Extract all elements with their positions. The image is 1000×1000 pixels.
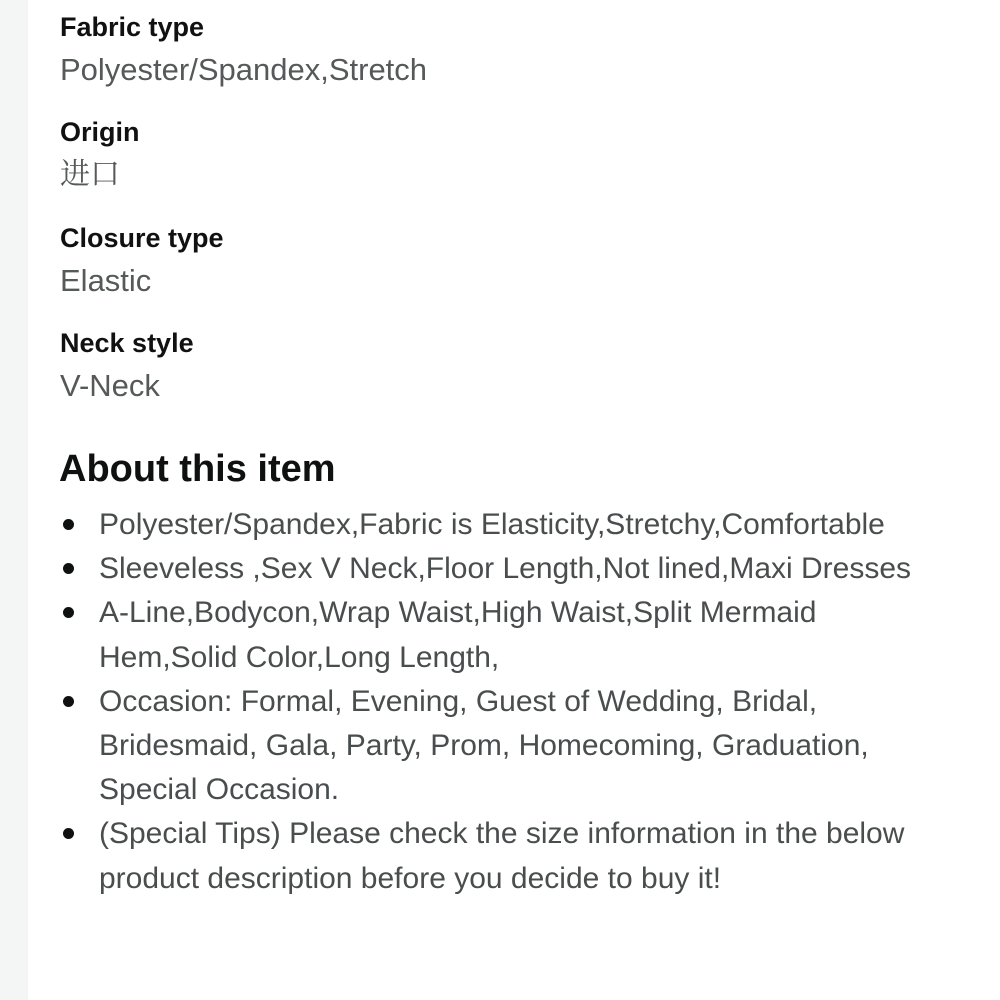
list-item bbox=[60, 547, 960, 591]
bullet-text: Polyester/Spandex,Fabric is Elasticity,Stretchy,Comfortable bbox=[99, 508, 885, 541]
bullet-icon bbox=[63, 563, 74, 574]
attribute-label: Neck style bbox=[60, 328, 194, 358]
attribute-label: Origin bbox=[60, 117, 140, 147]
attribute-label: Fabric type bbox=[60, 12, 205, 42]
list-item bbox=[60, 680, 960, 813]
attribute-neck-style bbox=[60, 327, 194, 406]
attribute-value: Elastic bbox=[60, 263, 152, 298]
about-this-item-heading: About this item bbox=[59, 448, 336, 490]
bullet-icon bbox=[63, 696, 74, 707]
attribute-value: V-Neck bbox=[60, 368, 160, 403]
about-bullet-list bbox=[60, 503, 960, 901]
bullet-icon bbox=[63, 607, 74, 618]
attribute-label: Closure type bbox=[60, 223, 224, 253]
list-item bbox=[60, 503, 960, 547]
product-details-panel bbox=[28, 0, 1000, 1000]
bullet-text: Occasion: Formal, Evening, Guest of Wedding, Bridal, Bridesmaid, Gala, Party, Prom, Homecoming, Graduation, Special Occasion. bbox=[99, 684, 869, 807]
list-item bbox=[60, 591, 960, 679]
bullet-text: A-Line,Bodycon,Wrap Waist,High Waist,Split Mermaid Hem,Solid Color,Long Length, bbox=[99, 596, 817, 674]
bullet-text: Sleeveless ,Sex V Neck,Floor Length,Not lined,Maxi Dresses bbox=[99, 552, 912, 586]
attribute-value: 进口 bbox=[60, 157, 120, 192]
bullet-icon bbox=[63, 828, 74, 839]
attribute-closure-type bbox=[60, 222, 224, 301]
attribute-origin bbox=[60, 116, 140, 195]
attribute-fabric-type bbox=[60, 11, 427, 90]
bullet-icon bbox=[63, 519, 74, 530]
attribute-value: Polyester/Spandex,Stretch bbox=[60, 52, 428, 87]
list-item bbox=[60, 812, 960, 900]
bullet-text: (Special Tips) Please check the size information in the below product description before you decide to buy it! bbox=[99, 817, 905, 895]
